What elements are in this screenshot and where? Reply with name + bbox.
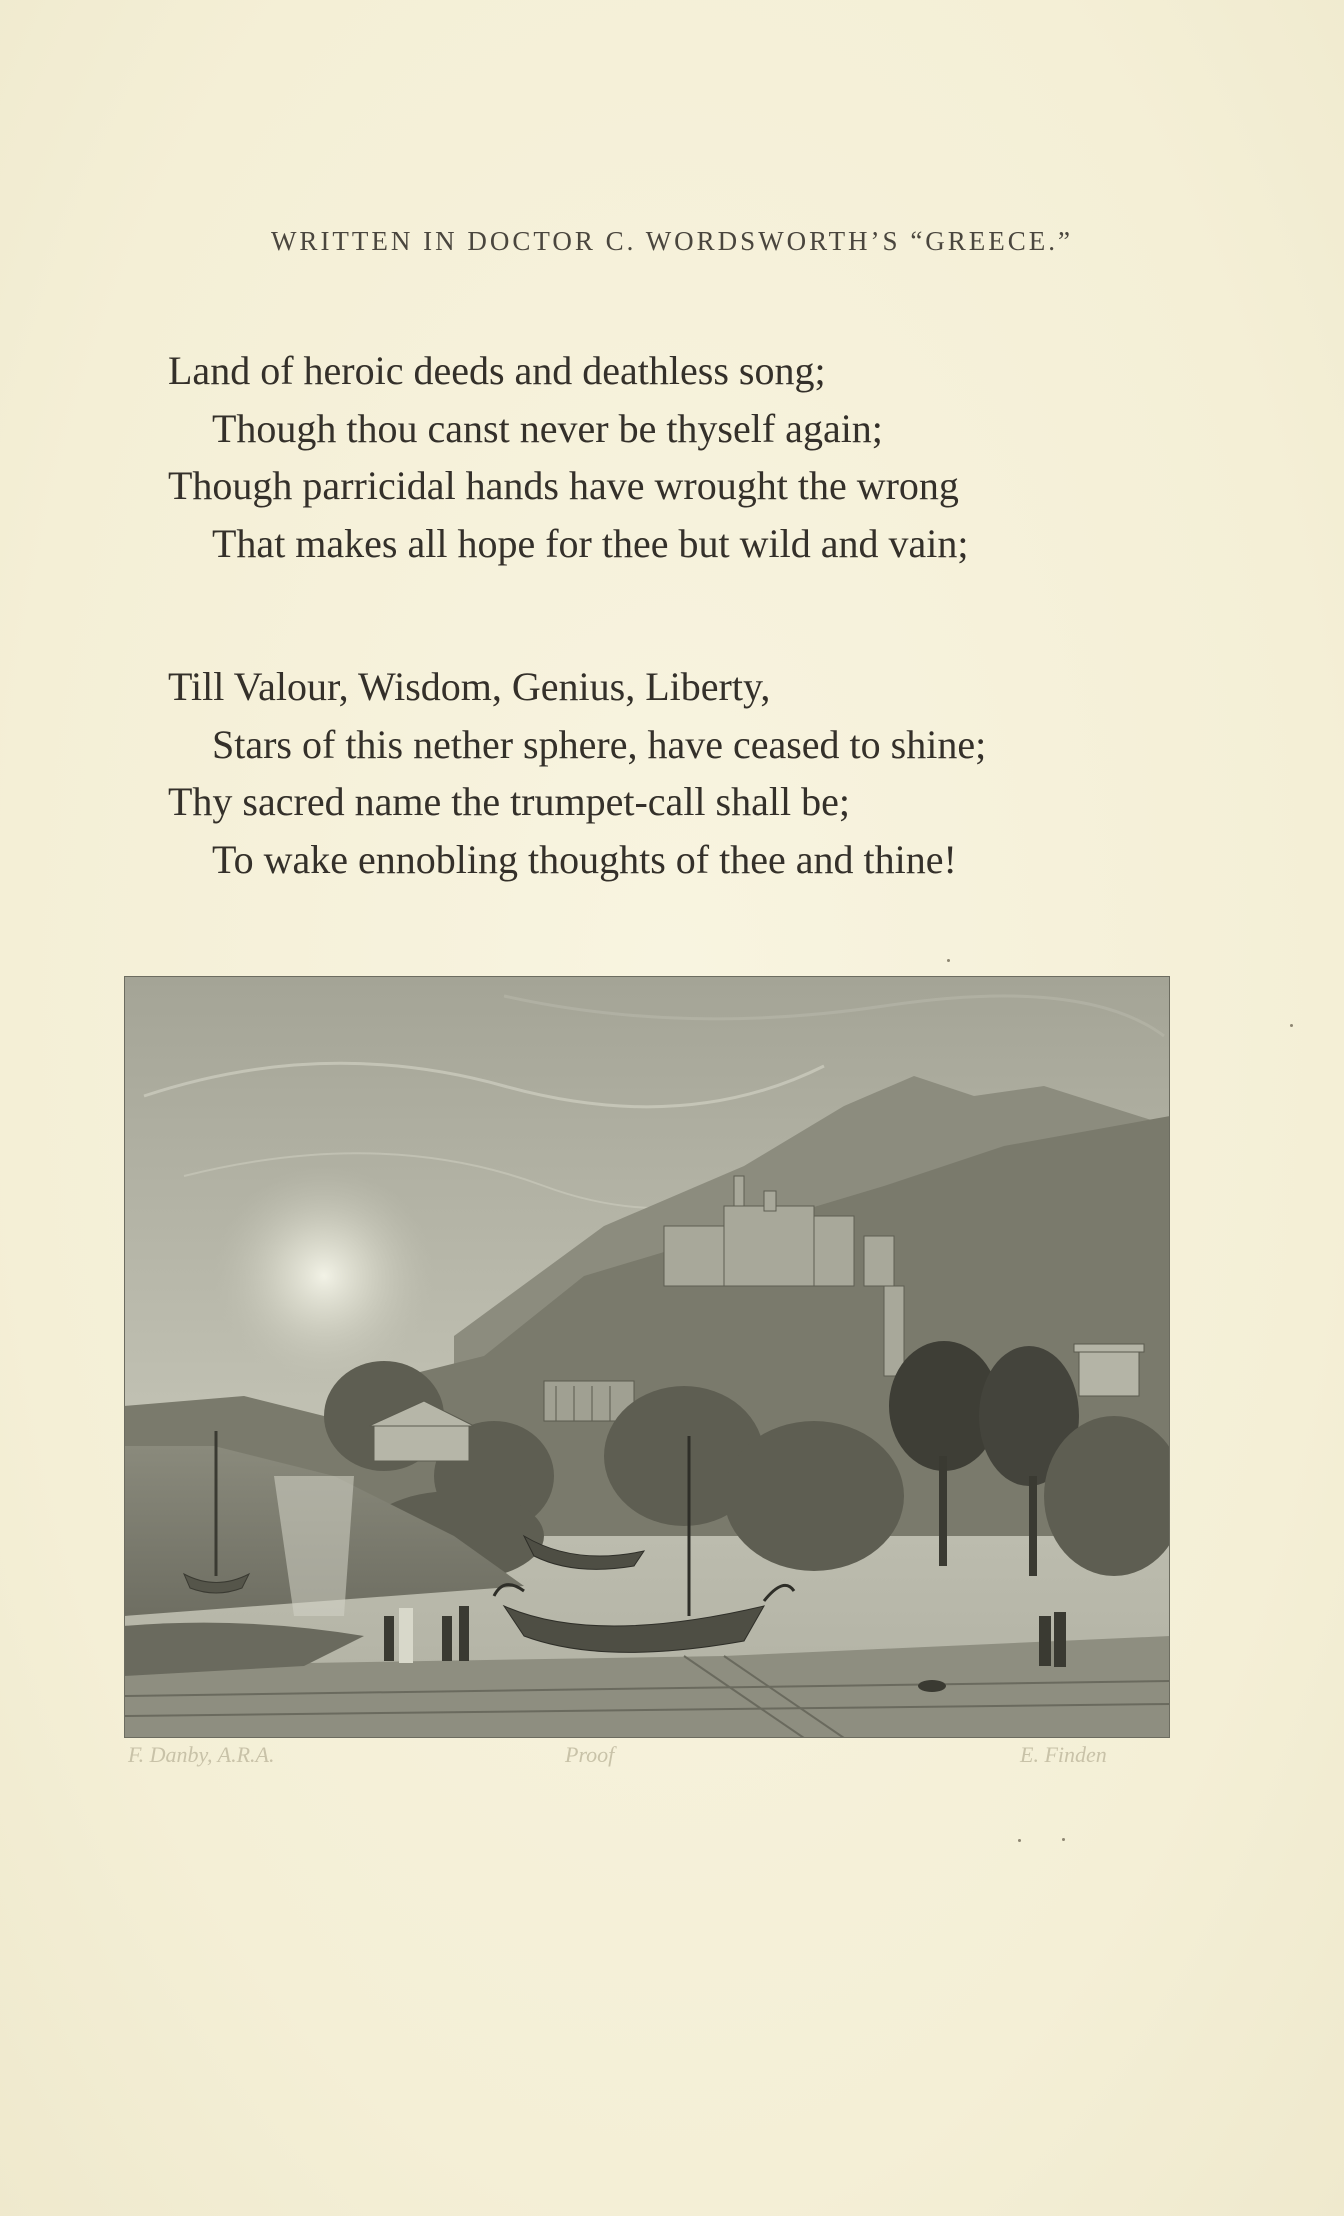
harbour-engraving-illustration xyxy=(124,976,1170,1738)
stanza-2 xyxy=(168,658,986,888)
poem-line: That makes all hope for thee but wild and vain; xyxy=(212,520,969,566)
artist-credit: F. Danby, A.R.A. xyxy=(128,1742,275,1767)
engraver-credit: E. Finden xyxy=(1020,1742,1107,1767)
paper-speck xyxy=(947,959,950,962)
poem-line: Stars of this nether sphere, have ceased to shine; xyxy=(212,721,987,767)
poem-line: Though thou canst never be thyself again; xyxy=(212,405,883,451)
engraving-image xyxy=(124,976,1170,1738)
poem-line: Till Valour, Wisdom, Genius, Liberty, xyxy=(168,664,771,709)
paper-speck xyxy=(1018,1839,1021,1842)
sun xyxy=(214,1166,434,1386)
poem-line: Thy sacred name the trumpet-call shall be; xyxy=(168,779,850,824)
poem-line: To wake ennobling thoughts of thee and thine! xyxy=(212,836,957,882)
proof-credit: Proof xyxy=(565,1742,615,1767)
paper-speck xyxy=(1290,1024,1293,1027)
poem-line: Though parricidal hands have wrought the wrong xyxy=(168,463,959,508)
poem-line: Land of heroic deeds and deathless song; xyxy=(168,348,826,393)
paper-speck xyxy=(1062,1838,1065,1841)
poem-heading: WRITTEN IN DOCTOR C. WORDSWORTH’S “GREECE.” xyxy=(270,226,1074,256)
temple-right xyxy=(1074,1344,1144,1396)
stanza-1 xyxy=(168,342,968,572)
